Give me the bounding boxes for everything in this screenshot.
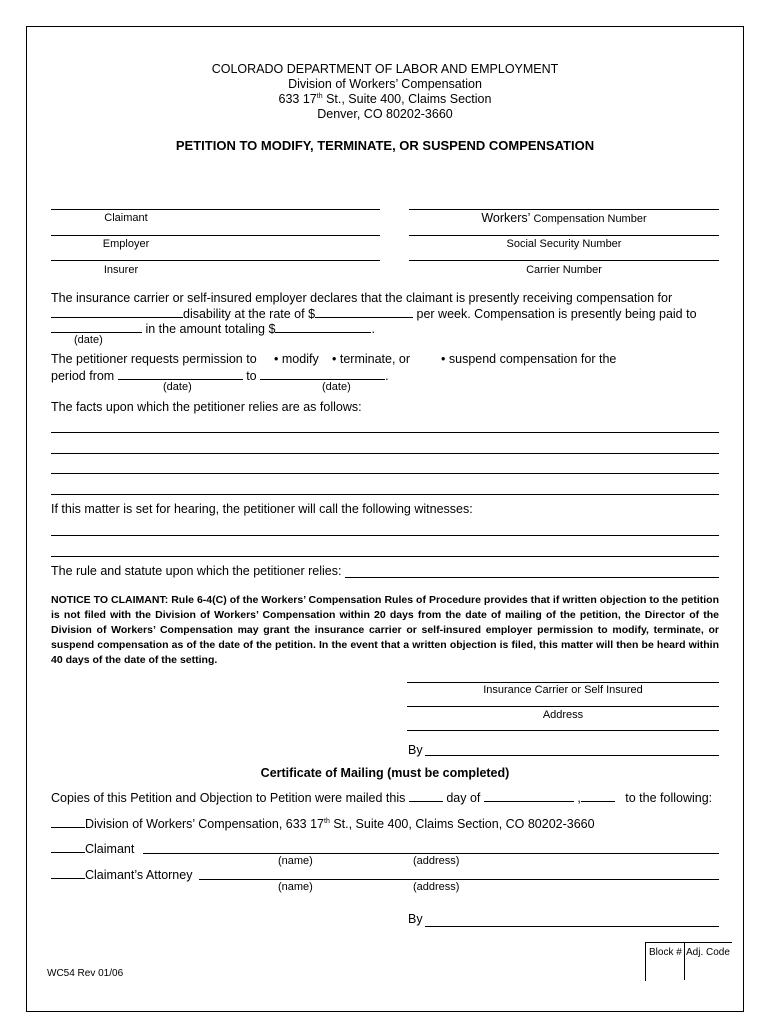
claimant-recipient-label: Claimant (85, 842, 135, 856)
period-from-label: period from (51, 369, 115, 383)
wc-number-line[interactable] (409, 209, 719, 210)
terminate-option[interactable] (332, 352, 410, 366)
form-id: WC54 Rev 01/06 (47, 968, 124, 979)
carrier-signature-line[interactable] (407, 682, 719, 683)
attorney-check-blank[interactable] (51, 866, 85, 879)
facts-label: The facts upon which the petitioner relies are as follows: (51, 400, 362, 414)
signature-by-label: By (408, 743, 423, 757)
claimant-check-blank[interactable] (51, 840, 85, 853)
division-text-a: Division of Workers’ Compensation, 633 17 (85, 817, 325, 831)
witnesses-label: If this matter is set for hearing, the petitioner will call the following witnesses: (51, 502, 473, 516)
block-number-label: Block # (649, 947, 682, 958)
claimant-label: Claimant (104, 212, 148, 224)
claimant-address-caption: (address) (413, 855, 460, 867)
suspend-option[interactable] (441, 352, 616, 366)
declaration-line3a: in the amount totaling $ (142, 322, 276, 336)
period-from-blank[interactable] (118, 367, 243, 380)
rate-blank[interactable] (315, 305, 413, 318)
request-text: The petitioner requests permission to (51, 352, 257, 366)
facts-line-3[interactable] (51, 473, 719, 474)
copies-text-b: day of (446, 791, 481, 805)
period-to-label: to (246, 369, 257, 383)
notice-to-claimant: NOTICE TO CLAIMANT: Rule 6-4(C) of the Workers’ Compensation Rules of Procedure provides that if written objection to the petition is not filed with the Division of Workers’ Compensation within 20 days from the date of mailing of the petition, the Director of the Division of Workers’ Compensation may grant the insurance carrier or self-insured employer permission to modify, terminate, or suspend compensation as of the date of the petition. In the event that a written objection is filed, this matter will then be heard within 40 days of the date of the setting. (51, 594, 719, 666)
modify-option[interactable] (274, 352, 319, 366)
signature-by-line[interactable] (425, 755, 719, 756)
address-suffix: th (316, 92, 323, 100)
claimant-name-caption: (name) (278, 855, 313, 867)
terminate-label: terminate, or (339, 352, 411, 366)
total-amount-blank[interactable] (275, 320, 371, 333)
page-title: PETITION TO MODIFY, TERMINATE, OR SUSPEND COMPENSATION (175, 138, 595, 153)
claimant-recipient (51, 840, 134, 856)
period-end: . (385, 369, 389, 383)
office-use-divider (684, 942, 685, 980)
year-blank[interactable] (581, 789, 615, 802)
agency-address (0, 92, 770, 106)
disability-blank[interactable] (51, 305, 183, 318)
division-check-blank[interactable] (51, 815, 85, 828)
attorney-address-caption: (address) (413, 881, 460, 893)
copies-text-d: to the following: (625, 791, 713, 805)
declaration-line1: The insurance carrier or self-insured employer declares that the claimant is presently receiving compensation for (51, 291, 673, 305)
page-border (26, 26, 744, 1012)
witnesses-line-2[interactable] (51, 556, 719, 557)
facts-line-2[interactable] (51, 453, 719, 454)
wc-number-label (409, 211, 719, 225)
carrier-number-label: Carrier Number (526, 264, 602, 276)
rule-label: The rule and statute upon which the petitioner relies: (51, 564, 342, 578)
division-sup: th (324, 817, 330, 825)
address-signature-label: Address (542, 709, 584, 721)
declaration-line2 (51, 305, 697, 321)
suspend-bullet-icon: • (441, 352, 446, 366)
rule-line[interactable] (345, 577, 719, 578)
attorney-recipient-line[interactable] (199, 879, 719, 880)
modify-bullet-icon: • (274, 352, 279, 366)
copies-text-a: Copies of this Petition and Objection to Petition were mailed this (51, 791, 406, 805)
period-from-caption: (date) (163, 381, 192, 393)
certificate-title: Certificate of Mailing (must be completed) (260, 766, 510, 780)
claimant-line[interactable] (51, 209, 380, 210)
address-signature-line-2[interactable] (407, 730, 719, 731)
copies-line (51, 789, 712, 805)
attorney-recipient-label: Claimant’s Attorney (85, 868, 193, 882)
carrier-number-line[interactable] (409, 260, 719, 261)
copies-text-c: , (577, 791, 581, 805)
claimant-recipient-line[interactable] (143, 853, 719, 854)
terminate-bullet-icon: • (332, 352, 337, 366)
facts-line-1[interactable] (51, 432, 719, 433)
attorney-recipient (51, 866, 192, 882)
insurer-line[interactable] (51, 260, 380, 261)
certificate-by-label: By (408, 912, 423, 926)
employer-line[interactable] (51, 235, 380, 236)
period-to-caption: (date) (322, 381, 351, 393)
insurer-label: Insurer (103, 264, 139, 276)
declaration-line2a: disability at the rate of $ (183, 307, 316, 321)
address-number: 633 17 (278, 92, 317, 106)
division-recipient (51, 815, 595, 831)
ssn-line[interactable] (409, 235, 719, 236)
declaration-date-caption: (date) (74, 334, 103, 346)
address-signature-line[interactable] (407, 706, 719, 707)
address-rest: St., Suite 400, Claims Section (322, 92, 492, 106)
attorney-name-caption: (name) (278, 881, 313, 893)
witnesses-line-1[interactable] (51, 535, 719, 536)
month-blank[interactable] (484, 789, 574, 802)
declaration-line2b: per week. Compensation is presently being paid to (413, 307, 697, 321)
division-name: Division of Workers’ Compensation (288, 77, 482, 91)
declaration-line3b: . (371, 322, 375, 336)
employer-label: Employer (102, 238, 150, 250)
carrier-signature-label: Insurance Carrier or Self Insured (483, 684, 643, 696)
modify-label: modify (281, 352, 319, 366)
period-to-blank[interactable] (260, 367, 385, 380)
certificate-by-line[interactable] (425, 926, 719, 927)
suspend-label: suspend compensation for the (448, 352, 617, 366)
paid-to-date-blank[interactable] (51, 320, 142, 333)
agency-name: COLORADO DEPARTMENT OF LABOR AND EMPLOYMENT (211, 62, 559, 76)
wc-number-label-a: Workers’ (481, 211, 531, 225)
division-text-b: St., Suite 400, Claims Section, CO 80202-3660 (329, 817, 595, 831)
wc-number-label-b: Compensation Number (530, 213, 647, 225)
day-blank[interactable] (409, 789, 443, 802)
facts-line-4[interactable] (51, 494, 719, 495)
ssn-label: Social Security Number (506, 238, 622, 250)
adj-code-label: Adj. Code (686, 947, 730, 958)
agency-city: Denver, CO 80202-3660 (317, 107, 453, 121)
